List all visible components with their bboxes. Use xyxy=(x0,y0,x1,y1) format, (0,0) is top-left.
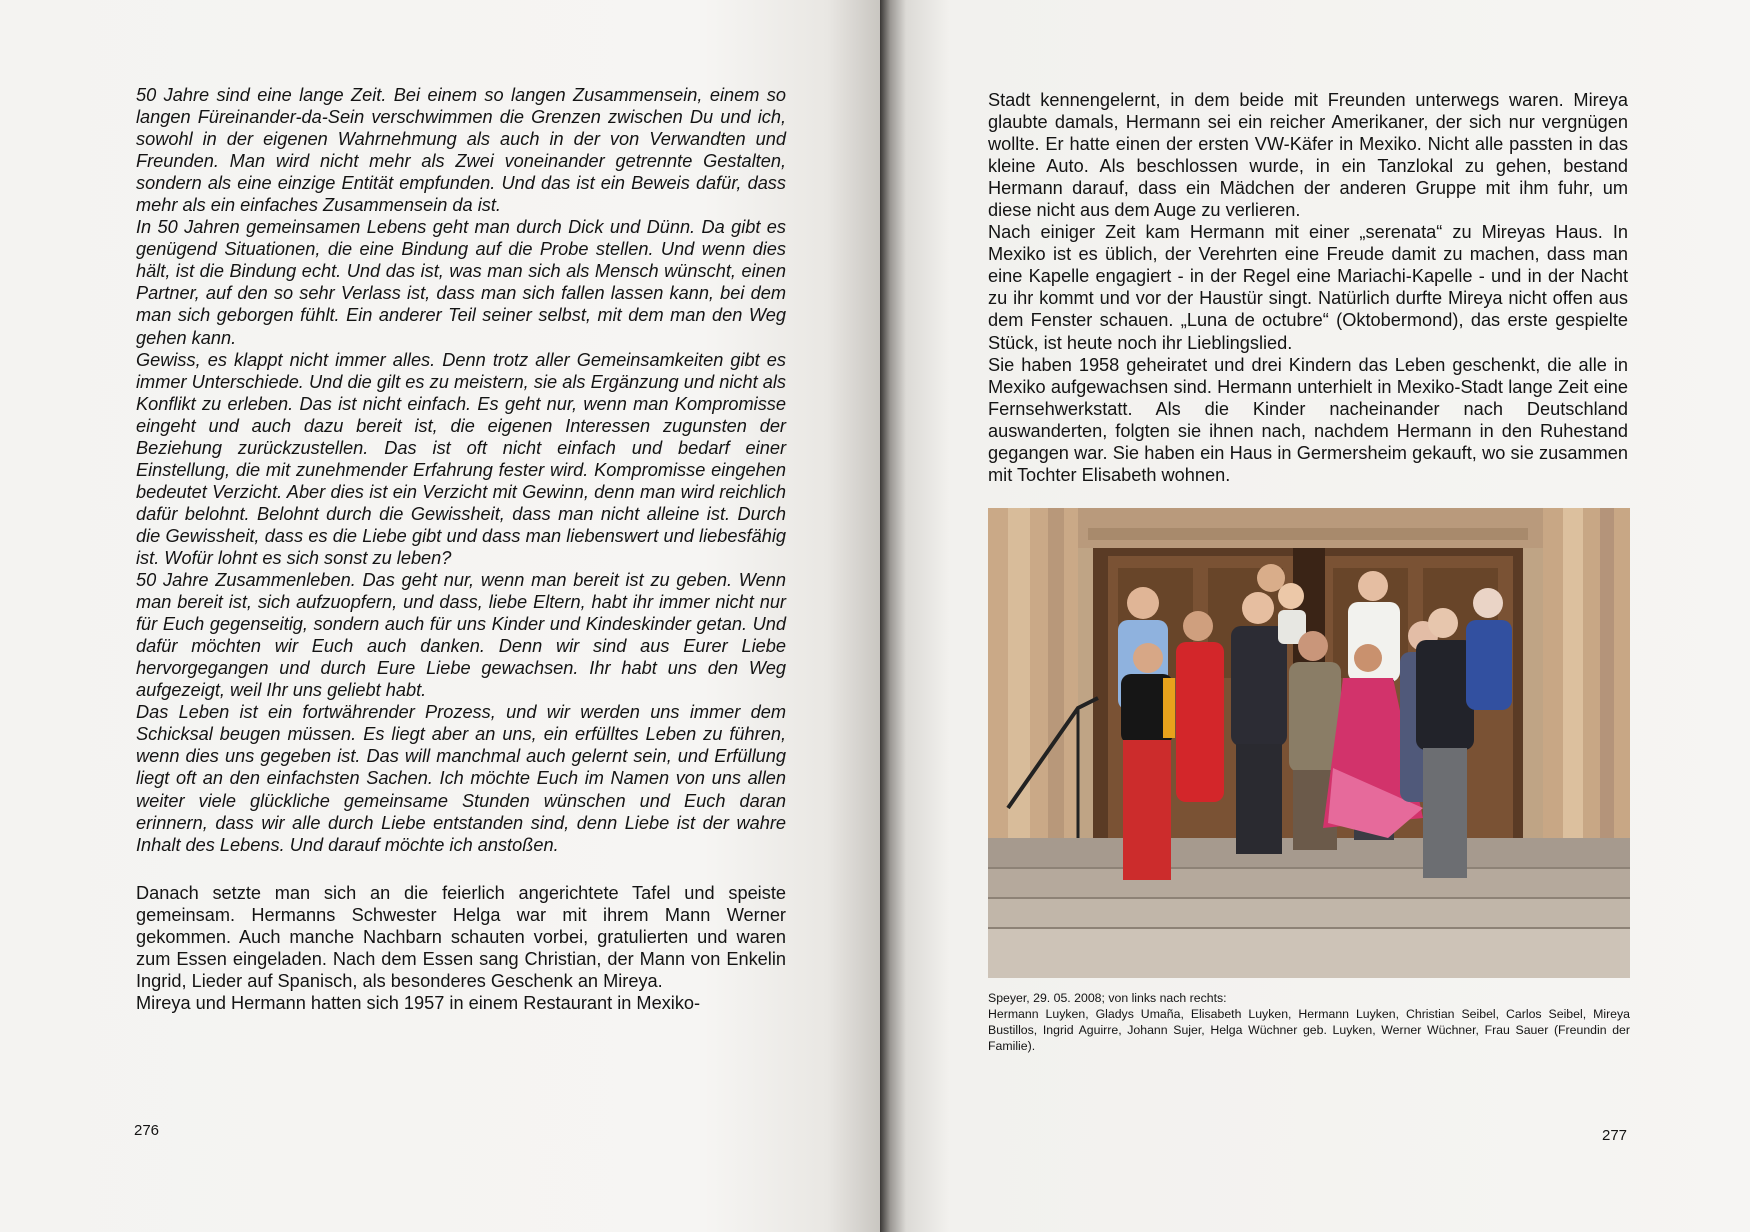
right-page-text xyxy=(988,89,1628,486)
body-paragraph: Sie haben 1958 geheiratet und drei Kindern das Leben geschenkt, die alle in Mexiko aufgewachsen sind. Hermann unterhielt in Mexiko-Stadt lange Zeit eine Fernsehwerkstatt. Als die Kinder nacheinander nach Deutschland auswanderten, folgten sie ihnen nach, nachdem Hermann in den Ruhestand gegangen war. Sie haben ein Haus in Germersheim gekauft, wo sie zusammen mit Tochter Elisabeth wohnen. xyxy=(988,354,1628,485)
caption-line: Speyer, 29. 05. 2008; von links nach rechts: xyxy=(988,991,1227,1005)
page-number: 276 xyxy=(134,1122,160,1139)
speech-paragraph: 50 Jahre sind eine lange Zeit. Bei einem so langen Zusammensein, einem so langen Füreinander-da-Sein verschwimmen die Grenzen zwischen Du und ich, sowohl in der eigenen Wahrnehmung als auch in der von Verwandten und Freunden. Man wird nicht mehr als Zwei voneinander getrennte Gestalten, sondern als eine einzige Entität empfunden. Und das ist ein Beweis dafür, dass mehr als ein einfaches Zusammensein da ist. xyxy=(136,85,786,216)
caption-names: Hermann Luyken, Gladys Umaña, Elisabeth Luyken, Hermann Luyken, Christian Seibel, Carlos Seibel, Mireya Bustillos, Ingrid Aguirre, Johann Sujer, Helga Wüchner geb. Luyken, Werner Wüchner, Frau Sauer (Freundin der Familie). xyxy=(988,1007,1630,1053)
narrative-text xyxy=(136,882,786,1014)
body-paragraph: Stadt kennengelernt, in dem beide mit Freunden unterwegs waren. Mireya glaubte damals, Hermann sei ein reicher Amerikaner, der sich nur vergnügen wollte. Er hatte einen der ersten VW-Käfer in Mexiko. Nicht alle passten in das kleine Auto. Als beschlossen wurde, in ein Tanzlokal zu gehen, bestand Hermann darauf, dass ein Mädchen der anderen Gruppe mit ihm fuhr, um diese nicht aus dem Auge zu verlieren. xyxy=(988,90,1628,221)
speech-paragraph: 50 Jahre Zusammenleben. Das geht nur, wenn man bereit ist zu geben. Wenn man bereit ist, sich aufzuopfern, und dass, liebe Eltern, habt ihr immer nicht nur für Euch gegenseitig, sondern auch für uns Kinder und Kindeskinder getan. Und dafür möchten wir Euch auch danken. Denn wir sind aus Eurer Liebe hervorgegangen und durch Eure Liebe gewachsen. Ihr habt uns den Weg aufgezeigt, weil Ihr uns geliebt habt. xyxy=(136,570,786,701)
body-paragraph: Danach setzte man sich an die feierlich angerichtete Tafel und speiste gemeinsam. Hermanns Schwester Helga war mit ihrem Mann Werner gekommen. Auch manche Nachbarn schauten vorbei, gratulierten und waren zum Essen eingeladen. Nach dem Essen sang Christian, der Mann von Enkelin Ingrid, Lieder auf Spanisch, als besonderes Geschenk an Mireya. xyxy=(136,882,786,991)
speech-paragraph: Gewiss, es klappt nicht immer alles. Denn trotz aller Gemeinsamkeiten gibt es immer Unterschiede. Und die gilt es zu meistern, sie als Ergänzung und nicht als Konflikt zu erleben. Das ist nicht einfach. Es geht nur, wenn man Kompromisse eingeht und auch dazu bereit ist, die eigenen Interessen zugunsten der Beziehung zurückzustellen. Das ist oft nicht einfach und bedarf einer Einstellung, die mit zunehmender Erfahrung fester wird. Kompromisse eingehen bedeutet Verzicht. Aber dies ist ein Verzicht mit Gewinn, denn man wird reichlich dafür belohnt. Belohnt durch die Gewissheit, dass man nicht alleine ist. Durch die Gewissheit, dass es die Liebe gibt und dass man liebenswert und liebesfähig ist. Wofür lohnt es sich sonst zu leben? xyxy=(136,349,786,568)
page-number: 277 xyxy=(1602,1127,1628,1144)
group-photo xyxy=(988,508,1630,978)
body-paragraph: Nach einiger Zeit kam Hermann mit einer „serenata“ zu Mireyas Haus. In Mexiko ist es üblich, der Verehrten eine Freude damit zu machen, dass man eine Kapelle engagiert - in der Regel eine Mariachi-Kapelle - und in der Nacht zu ihr kommt und vor der Haustür singt. Natürlich durfte Mireya nicht offen aus dem Fenster schauen. „Luna de octubre“ (Oktobermond), das erste gespielte Stück, ist heute noch ihr Lieblingslied. xyxy=(988,222,1628,353)
body-paragraph: Mireya und Hermann hatten sich 1957 in einem Restaurant in Mexiko- xyxy=(136,992,701,1013)
speech-quote xyxy=(136,84,786,856)
speech-paragraph: In 50 Jahren gemeinsamen Lebens geht man durch Dick und Dünn. Da gibt es genügend Situationen, die eine Bindung auf die Probe stellen. Und wenn dies hält, ist die Bindung echt. Und das ist, was man sich als Mensch wünscht, einen Partner, auf den so sehr Verlass ist, dass man sich fallen lassen kann, bei dem man sich geborgen fühlt. Ein anderer Teil seiner selbst, mit dem man den Weg gehen kann. xyxy=(136,217,786,348)
speech-paragraph: Das Leben ist ein fortwährender Prozess, und wir werden uns immer dem Schicksal beugen müssen. Es liegt aber an uns, ein erfülltes Leben zu führen, wenn dies uns gegeben ist. Das will manchmal auch gelernt sein, und Erfüllung liegt oft an den einfachsten Sachen. Ich möchte Euch im Namen von uns allen weiter viele glückliche gemeinsame Stunden wünschen und Euch daran erinnern, dass wir alle durch Liebe entstanden sind, denn Liebe ist der wahre Inhalt des Lebens. Und darauf möchte ich anstoßen. xyxy=(136,702,786,855)
left-page-text xyxy=(136,84,786,1014)
photo-caption xyxy=(988,990,1630,1054)
